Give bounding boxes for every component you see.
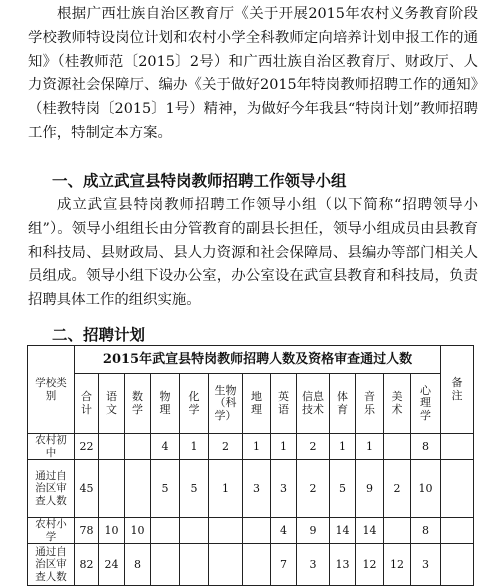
- remarks-cell: [441, 460, 474, 518]
- table-cell: 9: [297, 518, 330, 544]
- row-category: 农村初中: [28, 434, 75, 460]
- table-title: 2015年武宣县特岗教师招聘人数及资格审查通过人数: [75, 346, 441, 374]
- row-category: 农村小学: [28, 518, 75, 544]
- table-cell: 5: [180, 460, 209, 518]
- table-cell: [243, 518, 271, 544]
- table-cell: 1: [180, 434, 209, 460]
- table-cell: 14: [356, 518, 384, 544]
- table-cell: [243, 544, 271, 586]
- column-header: 生物（科学）: [209, 374, 243, 434]
- table-row: [28, 518, 474, 544]
- column-header: 心理学: [411, 374, 441, 434]
- recruitment-table: [27, 345, 474, 586]
- table-cell: 10: [99, 518, 125, 544]
- column-header: 体育: [330, 374, 356, 434]
- table-cell: 24: [99, 544, 125, 586]
- table-cell: 4: [271, 518, 297, 544]
- table-cell: 14: [330, 518, 356, 544]
- column-header: 合计: [75, 374, 99, 434]
- column-header: 物理: [151, 374, 180, 434]
- section-heading-recruitment-plan: 二、招聘计划: [52, 326, 146, 344]
- table-cell: 5: [330, 460, 356, 518]
- corner-header-cell: 学校类别: [28, 346, 75, 434]
- remarks-cell: [441, 518, 474, 544]
- table-cell: [384, 518, 411, 544]
- table-cell: 2: [209, 434, 243, 460]
- table-cell: 8: [125, 544, 151, 586]
- remarks-cell: [441, 544, 474, 586]
- table-cell: [384, 434, 411, 460]
- column-header: 地理: [243, 374, 271, 434]
- table-cell: 2: [297, 460, 330, 518]
- table-cell: 8: [411, 518, 441, 544]
- table-cell: 1: [243, 434, 271, 460]
- table-cell: [151, 518, 180, 544]
- table-cell: 5: [151, 460, 180, 518]
- table-cell: 2: [384, 460, 411, 518]
- table-cell: 1: [271, 434, 297, 460]
- column-header: 数学: [125, 374, 151, 434]
- table-row: [28, 460, 474, 518]
- table-cell: 12: [384, 544, 411, 586]
- table-cell: 3: [271, 460, 297, 518]
- table-cell: 3: [243, 460, 271, 518]
- column-header: 语文: [99, 374, 125, 434]
- table-cell: 82: [75, 544, 99, 586]
- table-cell: 2: [297, 434, 330, 460]
- row-category: 通过自治区审查人数: [28, 460, 75, 518]
- table-cell: 1: [330, 434, 356, 460]
- column-header: 美术: [384, 374, 411, 434]
- table-cell: [180, 544, 209, 586]
- table-cell: [99, 434, 125, 460]
- remarks-cell: [441, 434, 474, 460]
- table-cell: [125, 460, 151, 518]
- table-cell: 3: [297, 544, 330, 586]
- table-cell: 3: [411, 544, 441, 586]
- leadership-group-paragraph: 成立武宣县特岗教师招聘工作领导小组（以下简称“招聘领导小组”）。领导小组组长由分管教育的副县长担任，领导小组成员由县教育和科技局、县财政局、县人力资源和社会保障局、县编办等部门相关人员组成。领导小组下设办公室，办公室设在武宣县教育和科技局，负责招聘具体工作的组织实施。: [28, 197, 478, 309]
- table-row: [28, 434, 474, 460]
- remarks-header-cell: 备注: [441, 346, 474, 434]
- table-cell: 12: [356, 544, 384, 586]
- table-cell: [209, 544, 243, 586]
- column-header: 音乐: [356, 374, 384, 434]
- table-cell: 78: [75, 518, 99, 544]
- section-heading-leadership-group: 一、成立武宣县特岗教师招聘工作领导小组: [52, 172, 347, 190]
- table-cell: 7: [271, 544, 297, 586]
- table-cell: 9: [356, 460, 384, 518]
- column-header: 英语: [271, 374, 297, 434]
- row-category: 通过自治区审查人数: [28, 544, 75, 586]
- table-cell: 10: [125, 518, 151, 544]
- table-cell: 13: [330, 544, 356, 586]
- table-cell: [125, 434, 151, 460]
- table-cell: [151, 544, 180, 586]
- intro-paragraph: 根据广西壮族自治区教育厅《关于开展2015年农村义务教育阶段学校教师特设岗位计划和农村小学全科教师定向培养计划申报工作的通知》（桂教师范〔2015〕2号）和广西壮族自治区教育厅、财政厅、人力资源社会保障厅、编办《关于做好2015年特岗教师招聘工作的通知》（桂教特岗〔2015〕1号）精神，为做好今年我县“特岗计划”教师招聘工作，特制定本方案。: [28, 6, 479, 141]
- table-cell: [99, 460, 125, 518]
- table-cell: 8: [411, 434, 441, 460]
- table-cell: 10: [411, 460, 441, 518]
- table-cell: 1: [356, 434, 384, 460]
- column-header: 化学: [180, 374, 209, 434]
- table-cell: 45: [75, 460, 99, 518]
- table-row: [28, 544, 474, 586]
- table-cell: 22: [75, 434, 99, 460]
- table-cell: [180, 518, 209, 544]
- table-cell: 1: [209, 460, 243, 518]
- table-cell: [209, 518, 243, 544]
- column-header: 信息技术: [297, 374, 330, 434]
- table-cell: 4: [151, 434, 180, 460]
